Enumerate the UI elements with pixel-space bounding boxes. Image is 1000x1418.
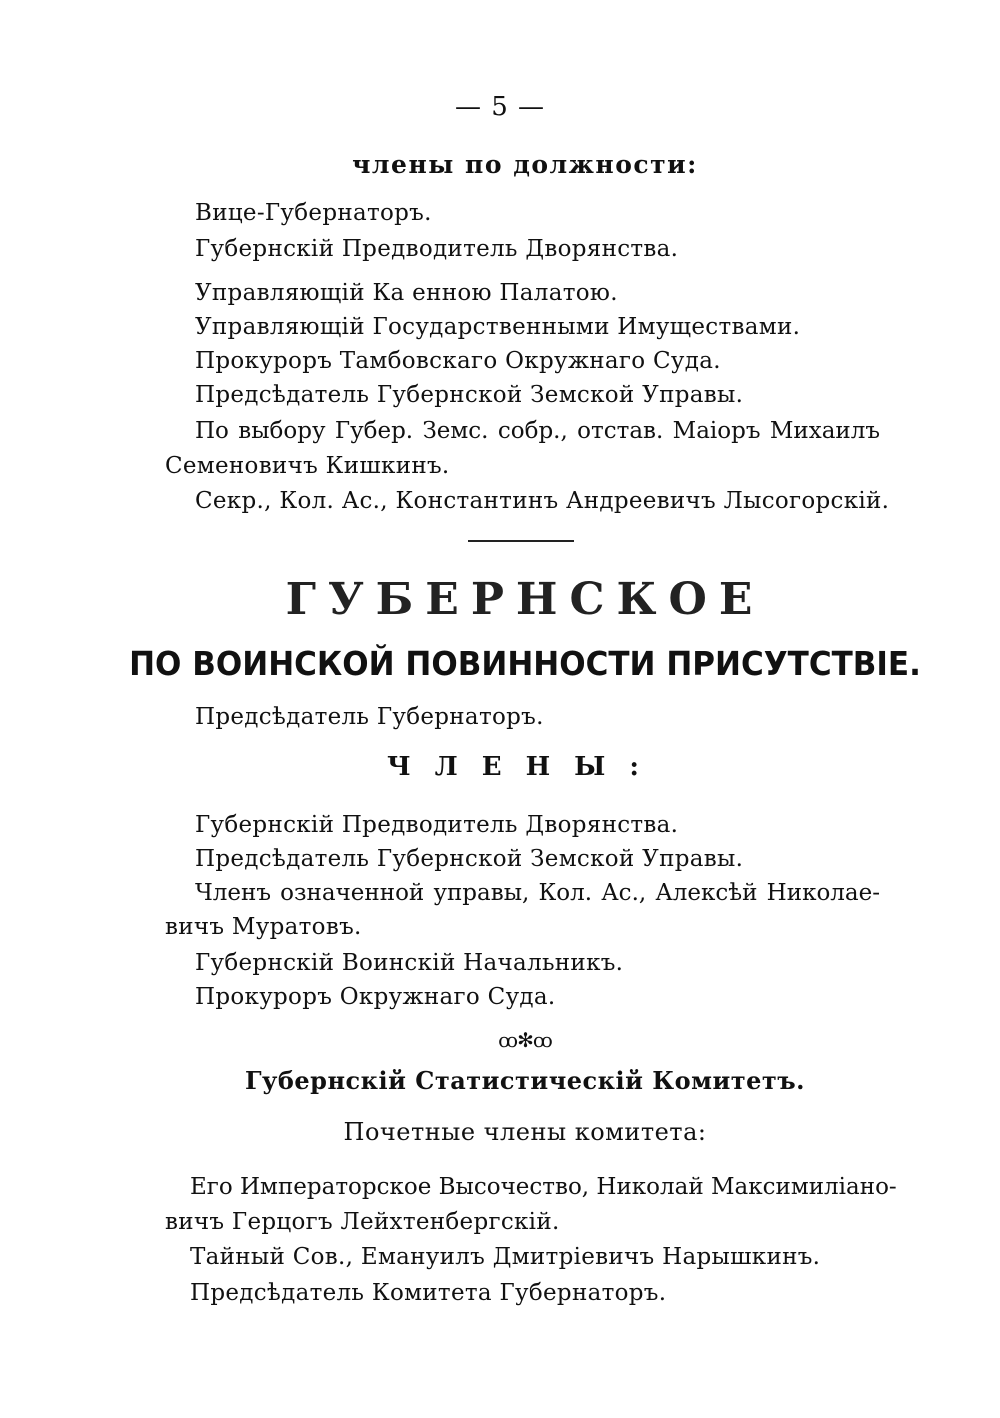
- list-item-long-line1: Членъ означенной управы, Кол. Ас., Алексѣй Николае-: [195, 880, 880, 906]
- list-item: Предсѣдатель Комитета Губернаторъ.: [190, 1280, 667, 1306]
- list-item: Управляющій Ка енною Палатою.: [195, 280, 618, 306]
- honorary-members-heading: Почетные члены комитета:: [343, 1118, 707, 1146]
- list-item: Губернскій Воинскій Начальникъ.: [195, 950, 624, 976]
- ornament-divider: ꝏ✻ꝏ: [498, 1028, 552, 1052]
- chairman-line: Предсѣдатель Губернаторъ.: [195, 704, 544, 730]
- list-item-long-line2: вичъ Герцогъ Лейхтенбергскій.: [165, 1209, 560, 1235]
- list-item: Вице-Губернаторъ.: [195, 200, 432, 226]
- list-item: Прокуроръ Окружнаго Суда.: [195, 984, 556, 1010]
- list-item: Предсѣдатель Губернской Земской Управы.: [195, 846, 744, 872]
- section-title-statistical-committee: Губернскій Статистическій Комитетъ.: [244, 1066, 806, 1095]
- list-item-long-line2: Семеновичъ Кишкинъ.: [165, 453, 450, 479]
- list-item: Предсѣдатель Губернской Земской Управы.: [195, 382, 744, 408]
- page-number: — 5 —: [454, 92, 546, 122]
- list-item: Губернскій Предводитель Дворянства.: [195, 812, 679, 838]
- secretary-line: Секр., Кол. Ас., Константинъ Андреевичъ Лысогорскій.: [195, 488, 890, 514]
- section-title-gubernskoe: ГУБЕРНСКОЕ: [285, 574, 765, 625]
- divider-rule: [468, 540, 574, 542]
- list-item: Управляющій Государственными Имуществами.: [195, 314, 801, 340]
- list-item: Губернскій Предводитель Дворянства.: [195, 236, 679, 262]
- list-item-long-line1: По выбору Губер. Земс. собр., отстав. Маіоръ Михаилъ: [195, 418, 880, 444]
- list-item: Тайный Сов., Емануилъ Дмитріевичъ Нарышкинъ.: [190, 1244, 821, 1270]
- section-heading-ex-officio: члены по должности:: [352, 150, 698, 179]
- members-heading: ЧЛЕНЫ:: [387, 752, 663, 782]
- list-item-long-line1: Его Императорское Высочество, Николай Максимиліано-: [190, 1174, 897, 1200]
- section-subtitle-military: ПО ВОИНСКОЙ ПОВИННОСТИ ПРИСУТСТВІЕ.: [129, 644, 921, 683]
- list-item-long-line2: вичъ Муратовъ.: [165, 914, 362, 940]
- list-item: Прокуроръ Тамбовскаго Окружнаго Суда.: [195, 348, 721, 374]
